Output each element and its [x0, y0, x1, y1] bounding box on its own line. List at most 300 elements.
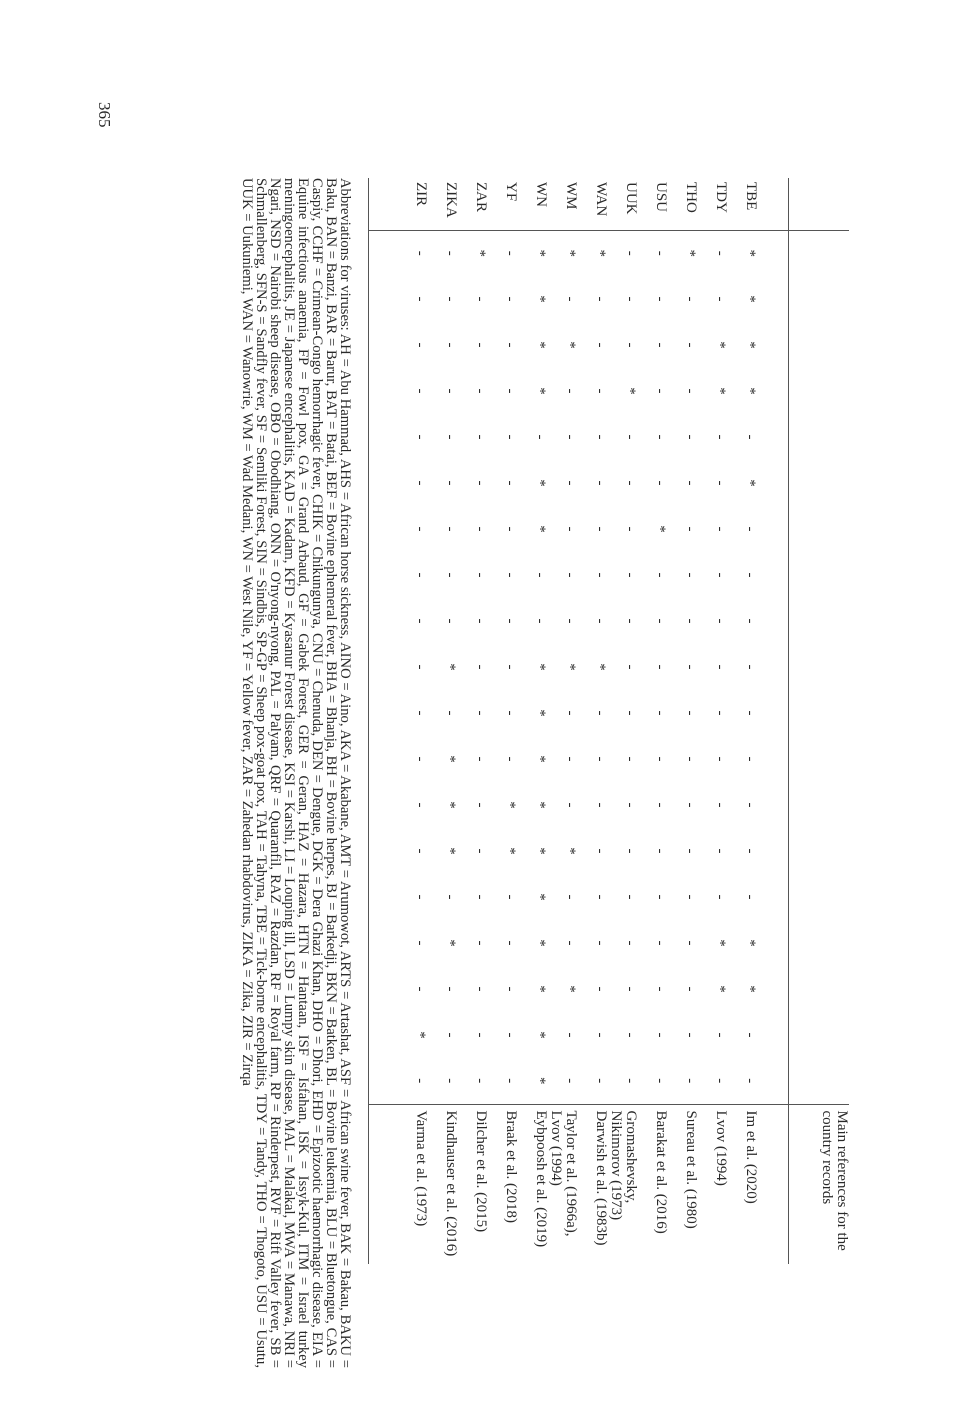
presence-mark: - — [472, 756, 489, 762]
presence-mark: - — [712, 1078, 729, 1084]
presence-mark: - — [442, 250, 459, 256]
presence-mark: - — [742, 710, 759, 716]
spacer-cell — [369, 368, 399, 414]
spacer-cell — [759, 276, 789, 322]
presence-mark: * — [532, 341, 549, 349]
presence-mark: - — [412, 848, 429, 854]
virus-code: ZIKA — [429, 178, 459, 230]
presence-mark: - — [442, 618, 459, 624]
table-bottom-rule — [369, 178, 399, 1264]
reference-cell: Sureau et al. (1980) — [669, 1104, 699, 1264]
spacer-cell — [759, 460, 789, 506]
presence-mark: * — [472, 249, 489, 257]
presence-mark: - — [622, 710, 639, 716]
presence-mark: * — [442, 847, 459, 855]
header-blank-cell — [789, 368, 850, 414]
presence-mark: - — [622, 296, 639, 302]
presence-mark: * — [532, 1077, 549, 1085]
presence-mark: - — [712, 848, 729, 854]
presence-mark: - — [622, 572, 639, 578]
presence-mark: - — [442, 296, 459, 302]
presence-mark: * — [502, 801, 519, 809]
spacer-cell — [369, 414, 399, 460]
presence-mark: - — [502, 572, 519, 578]
presence-mark: - — [682, 710, 699, 716]
presence-mark: - — [472, 434, 489, 440]
presence-mark: - — [742, 618, 759, 624]
presence-mark: - — [562, 1032, 579, 1038]
presence-mark: - — [472, 848, 489, 854]
presence-mark: * — [412, 1031, 429, 1039]
spacer-cell — [759, 828, 789, 874]
presence-mark: - — [532, 434, 549, 440]
presence-mark: - — [502, 480, 519, 486]
virus-country-table — [368, 178, 849, 1264]
reference-cell: Gromashevsky, Nikimorov (1973) — [609, 1104, 639, 1264]
spacer-cell — [369, 276, 399, 322]
presence-mark: - — [592, 1078, 609, 1084]
presence-mark: - — [532, 618, 549, 624]
presence-mark: - — [682, 940, 699, 946]
presence-mark: - — [712, 296, 729, 302]
presence-mark: * — [562, 985, 579, 993]
presence-mark: - — [412, 434, 429, 440]
presence-mark: - — [622, 1078, 639, 1084]
presence-mark: - — [502, 710, 519, 716]
presence-mark: - — [472, 1078, 489, 1084]
presence-mark: - — [502, 296, 519, 302]
presence-mark: - — [442, 894, 459, 900]
reference-cell: Dilcher et al. (2015) — [459, 1104, 489, 1264]
header-blank-cell — [789, 552, 850, 598]
table-row — [459, 178, 489, 1264]
header-blank-cell — [789, 782, 850, 828]
presence-mark: - — [742, 802, 759, 808]
presence-mark: - — [682, 434, 699, 440]
virus-code: UUK — [609, 178, 639, 230]
presence-mark: - — [592, 572, 609, 578]
presence-mark: - — [562, 526, 579, 532]
header-blank-cell — [789, 644, 850, 690]
presence-mark: - — [592, 848, 609, 854]
presence-mark: - — [742, 526, 759, 532]
presence-mark: - — [682, 342, 699, 348]
presence-mark: * — [532, 479, 549, 487]
presence-mark: - — [412, 526, 429, 532]
presence-mark: * — [562, 663, 579, 671]
presence-mark: - — [502, 894, 519, 900]
presence-mark: - — [592, 618, 609, 624]
presence-mark: * — [442, 663, 459, 671]
header-blank-cell — [789, 230, 850, 276]
spacer-cell — [759, 690, 789, 736]
presence-mark: - — [622, 526, 639, 532]
presence-mark: - — [472, 710, 489, 716]
spacer-cell — [369, 782, 399, 828]
presence-mark: - — [622, 894, 639, 900]
presence-mark: - — [682, 802, 699, 808]
spacer-cell — [369, 690, 399, 736]
presence-mark: - — [622, 986, 639, 992]
abbreviations-text: Abbreviations for viruses: AH = Abu Hammad, AHS = African horse sickness, AINO = Aino, AKA = Akabane, AMT = Arumowot, ARTS = Artashat, ASF = African swine fever, BAK = Bakau, BAKU = Baku, BAN = Banzi, BAR = Barur, BAT = Batai, BEF = Bovine ephemeral fever, BHA = Bhanja, BH = Bovine herpes, BJ = Barkedji, BKN = Batken, BL = Bovine leukemia, BLU = Bluetongue, CAS = Caspiy, CCHF = Crimean-Congo hemorrhagic fever, CHIK = Chikungunya, CNU = Chenuda, DEN = Dengue, DGK = Dera Ghazi Khan, DHO = Dhori, EHD = Epizootic haemorrhagic disease, EIA = Equine infectious anaemia, FP = Fowl pox, GA = Grand Arbaud, GF = Gabek Forest, GER = Geran, HAZ = Hazara, HTN = Hantaan, ISF = Isfahan, ISK = Issyk-Kul, ITM = Israel turkey meningoencephalitis, JE = Japanese encephalitis, KAD = Kadam, KFD = Kyasanur Forest disease, KSI = Karshi, LI = Louping ill, LSD = Lumpy skin disease, MAL = Malakal, MWA = Manawa, NRI = Ngari, NSD = Nairobi sheep disease, OBO = Obodhiang, ONN = O'nyong-nyong, PAL = Palyam, QRF = Quaranfil, RAZ = Razdan, RF = Royal farm, RP = Rinderpest, RVF = Rift Valley fever, SB = Schmallenberg, SFN-S = Sandfly fever, SF = Semliki Forest, SIN = Sindbis, SP-GP = Sheep pox-goat pox, TAH = Tahyna, TBE = Tick-borne encephalitis, TDY = Tandy, THO = Thogoto, USU = Usutu, UUK = Uukuniemi, WAN = Wanowrie, WM = Wad Medani, WN = West Nile, YF = Yellow fever, ZAR = Zahedan rhabdovirus, ZIKA = Zika, ZIR = Zirqa — [239, 178, 353, 1368]
presence-mark: - — [592, 986, 609, 992]
header-blank-cell — [789, 736, 850, 782]
presence-mark: * — [532, 939, 549, 947]
presence-mark: - — [592, 894, 609, 900]
presence-mark: - — [592, 480, 609, 486]
presence-mark: - — [652, 342, 669, 348]
reference-cell: Taylor et al. (1966a), Lvov (1994) — [549, 1104, 579, 1264]
presence-mark: - — [442, 388, 459, 394]
presence-mark: - — [682, 296, 699, 302]
presence-mark: - — [472, 572, 489, 578]
presence-mark: - — [592, 802, 609, 808]
presence-mark: - — [592, 1032, 609, 1038]
presence-mark: * — [742, 939, 759, 947]
presence-mark: - — [412, 940, 429, 946]
presence-mark: - — [712, 1032, 729, 1038]
presence-mark: - — [442, 710, 459, 716]
presence-mark: - — [562, 756, 579, 762]
presence-mark: - — [682, 986, 699, 992]
presence-mark: - — [412, 1078, 429, 1084]
spacer-cell — [759, 782, 789, 828]
abbreviations-note — [240, 178, 352, 1368]
spacer-cell — [759, 1058, 789, 1104]
spacer-cell — [369, 178, 399, 230]
presence-mark: - — [742, 848, 759, 854]
presence-mark: - — [622, 940, 639, 946]
presence-mark: * — [592, 249, 609, 257]
presence-mark: - — [742, 756, 759, 762]
reference-cell: Varma et al. (1973) — [399, 1104, 429, 1264]
presence-mark: - — [562, 1078, 579, 1084]
spacer-cell — [759, 414, 789, 460]
presence-mark: - — [652, 848, 669, 854]
header-blank-cell — [789, 828, 850, 874]
presence-mark: - — [622, 618, 639, 624]
presence-mark: * — [532, 985, 549, 993]
presence-mark: - — [412, 664, 429, 670]
presence-mark: - — [712, 618, 729, 624]
presence-mark: - — [562, 434, 579, 440]
spacer-cell — [759, 874, 789, 920]
presence-mark: * — [742, 387, 759, 395]
presence-mark: - — [742, 1032, 759, 1038]
presence-mark: - — [592, 342, 609, 348]
presence-mark: - — [622, 480, 639, 486]
presence-mark: - — [592, 526, 609, 532]
spacer-cell — [759, 506, 789, 552]
header-blank-cell — [789, 966, 850, 1012]
presence-mark: - — [712, 710, 729, 716]
presence-mark: - — [472, 526, 489, 532]
spacer-cell — [369, 552, 399, 598]
header-blank-cell — [789, 178, 850, 230]
presence-mark: - — [652, 802, 669, 808]
presence-mark: * — [562, 847, 579, 855]
presence-mark: - — [562, 296, 579, 302]
presence-mark: - — [622, 756, 639, 762]
presence-mark: * — [532, 709, 549, 717]
presence-mark: - — [472, 986, 489, 992]
presence-mark: - — [712, 480, 729, 486]
presence-mark: - — [712, 756, 729, 762]
table-row — [579, 178, 609, 1264]
presence-mark: - — [682, 1032, 699, 1038]
spacer-cell — [369, 920, 399, 966]
spacer-cell — [759, 966, 789, 1012]
reference-cell: Eybpoosh et al. (2019) — [519, 1104, 549, 1264]
presence-mark: - — [652, 250, 669, 256]
presence-mark: * — [442, 939, 459, 947]
presence-mark: - — [652, 434, 669, 440]
header-blank-cell — [789, 1058, 850, 1104]
presence-mark: - — [592, 296, 609, 302]
presence-mark: - — [442, 986, 459, 992]
spacer-cell — [759, 736, 789, 782]
virus-code: THO — [669, 178, 699, 230]
presence-mark: - — [712, 250, 729, 256]
virus-code: TDY — [699, 178, 729, 230]
spacer-cell — [369, 460, 399, 506]
presence-mark: - — [652, 756, 669, 762]
presence-mark: - — [472, 342, 489, 348]
presence-mark: - — [502, 1078, 519, 1084]
spacer-cell — [759, 552, 789, 598]
presence-mark: - — [532, 572, 549, 578]
spacer-cell — [369, 1058, 399, 1104]
presence-mark: - — [682, 480, 699, 486]
reference-cell: Darwish et al. (1983b) — [579, 1104, 609, 1264]
spacer-cell — [759, 1104, 789, 1264]
spacer-cell — [369, 736, 399, 782]
presence-mark: - — [412, 986, 429, 992]
presence-mark: - — [412, 802, 429, 808]
spacer-cell — [369, 230, 399, 276]
table-row — [639, 178, 669, 1264]
table-row — [729, 178, 759, 1264]
presence-mark: - — [442, 526, 459, 532]
presence-mark: - — [652, 480, 669, 486]
presence-mark: - — [592, 710, 609, 716]
presence-mark: - — [742, 894, 759, 900]
presence-mark: - — [622, 250, 639, 256]
spacer-cell — [369, 322, 399, 368]
presence-mark: - — [412, 618, 429, 624]
presence-mark: - — [742, 572, 759, 578]
presence-mark: - — [562, 388, 579, 394]
presence-mark: - — [562, 480, 579, 486]
spacer-cell — [369, 644, 399, 690]
presence-mark: - — [412, 342, 429, 348]
presence-mark: - — [562, 710, 579, 716]
spacer-cell — [369, 874, 399, 920]
presence-mark: - — [502, 342, 519, 348]
table-row — [429, 178, 459, 1264]
presence-mark: - — [472, 664, 489, 670]
presence-mark: * — [532, 755, 549, 763]
presence-mark: * — [532, 893, 549, 901]
spacer-cell — [369, 828, 399, 874]
presence-mark: - — [742, 1078, 759, 1084]
table-row — [669, 178, 699, 1264]
header-blank-cell — [789, 690, 850, 736]
reference-cell: Lvov (1994) — [699, 1104, 729, 1264]
presence-mark: - — [622, 434, 639, 440]
presence-mark: - — [682, 1078, 699, 1084]
presence-mark: - — [592, 388, 609, 394]
presence-mark: * — [742, 341, 759, 349]
spacer-cell — [369, 1012, 399, 1058]
presence-mark: - — [622, 802, 639, 808]
virus-code: WAN — [579, 178, 609, 230]
presence-mark: - — [682, 664, 699, 670]
presence-mark: * — [742, 295, 759, 303]
presence-mark: - — [712, 894, 729, 900]
presence-mark: - — [562, 618, 579, 624]
presence-mark: - — [472, 618, 489, 624]
virus-code: WM — [549, 178, 579, 230]
presence-mark: - — [712, 802, 729, 808]
table-spacer-row — [759, 178, 789, 1264]
presence-mark: - — [502, 526, 519, 532]
presence-mark: - — [652, 388, 669, 394]
reference-cell: Im et al. (2020) — [729, 1104, 759, 1264]
presence-mark: - — [472, 940, 489, 946]
presence-mark: * — [442, 755, 459, 763]
presence-mark: * — [532, 1031, 549, 1039]
table-row — [609, 178, 639, 1264]
reference-cell: Braak et al. (2018) — [489, 1104, 519, 1264]
virus-code: ZIR — [399, 178, 429, 230]
presence-mark: - — [412, 756, 429, 762]
presence-mark: - — [652, 1078, 669, 1084]
presence-mark: - — [712, 526, 729, 532]
presence-mark: - — [712, 572, 729, 578]
reference-cell: Kindhauser et al. (2016) — [429, 1104, 459, 1264]
header-blank-cell — [789, 322, 850, 368]
table-row — [549, 178, 579, 1264]
presence-mark: - — [412, 480, 429, 486]
presence-mark: - — [562, 940, 579, 946]
spacer-cell — [369, 1104, 399, 1264]
page-number: 365 — [95, 102, 114, 128]
presence-mark: - — [502, 618, 519, 624]
spacer-cell — [759, 230, 789, 276]
presence-mark: - — [682, 526, 699, 532]
header-blank-cell — [789, 414, 850, 460]
presence-mark: * — [532, 801, 549, 809]
presence-mark: - — [442, 342, 459, 348]
virus-code: WN — [519, 178, 549, 230]
table-row — [519, 178, 549, 1264]
presence-mark: - — [502, 250, 519, 256]
presence-mark: * — [532, 387, 549, 395]
presence-mark: * — [442, 801, 459, 809]
header-blank-cell — [789, 920, 850, 966]
presence-mark: * — [532, 663, 549, 671]
presence-mark: - — [472, 802, 489, 808]
presence-mark: * — [742, 249, 759, 257]
presence-mark: - — [652, 1032, 669, 1038]
presence-mark: - — [592, 756, 609, 762]
virus-code: ZAR — [459, 178, 489, 230]
virus-code: YF — [489, 178, 519, 230]
presence-mark: - — [472, 388, 489, 394]
virus-code: TBE — [729, 178, 759, 230]
header-blank-cell — [789, 598, 850, 644]
presence-mark: - — [712, 434, 729, 440]
presence-mark: - — [622, 1032, 639, 1038]
presence-mark: - — [502, 986, 519, 992]
presence-mark: - — [592, 940, 609, 946]
spacer-cell — [759, 920, 789, 966]
presence-mark: * — [712, 341, 729, 349]
header-blank-cell — [789, 1012, 850, 1058]
presence-mark: - — [562, 802, 579, 808]
presence-mark: * — [622, 387, 639, 395]
presence-mark: * — [532, 525, 549, 533]
presence-mark: - — [622, 342, 639, 348]
presence-mark: - — [562, 572, 579, 578]
reference-cell: Barakat et al. (2016) — [639, 1104, 669, 1264]
presence-mark: - — [652, 296, 669, 302]
presence-mark: * — [502, 847, 519, 855]
presence-mark: - — [682, 572, 699, 578]
presence-mark: - — [412, 296, 429, 302]
presence-mark: - — [682, 756, 699, 762]
presence-mark: - — [712, 664, 729, 670]
presence-mark: - — [412, 388, 429, 394]
header-blank-cell — [789, 460, 850, 506]
presence-mark: - — [562, 894, 579, 900]
presence-mark: * — [532, 249, 549, 257]
presence-mark: - — [652, 894, 669, 900]
spacer-cell — [369, 506, 399, 552]
presence-mark: - — [742, 434, 759, 440]
spacer-cell — [759, 598, 789, 644]
presence-mark: - — [442, 1078, 459, 1084]
presence-mark: - — [442, 434, 459, 440]
presence-mark: * — [592, 663, 609, 671]
presence-mark: - — [682, 618, 699, 624]
presence-mark: - — [682, 894, 699, 900]
presence-mark: - — [682, 848, 699, 854]
presence-mark: - — [592, 434, 609, 440]
presence-mark: - — [502, 664, 519, 670]
presence-mark: - — [502, 756, 519, 762]
presence-mark: - — [652, 664, 669, 670]
presence-mark: - — [472, 1032, 489, 1038]
presence-mark: - — [502, 940, 519, 946]
presence-mark: * — [532, 295, 549, 303]
presence-mark: - — [622, 664, 639, 670]
presence-mark: - — [442, 1032, 459, 1038]
spacer-cell — [759, 322, 789, 368]
presence-mark: - — [412, 894, 429, 900]
table-row — [489, 178, 519, 1264]
table-row — [699, 178, 729, 1264]
table-header-row — [789, 178, 850, 1264]
spacer-cell — [759, 1012, 789, 1058]
presence-mark: - — [652, 940, 669, 946]
spacer-cell — [369, 598, 399, 644]
presence-mark: - — [472, 480, 489, 486]
presence-mark: * — [562, 341, 579, 349]
presence-mark: * — [712, 985, 729, 993]
spacer-cell — [759, 178, 789, 230]
